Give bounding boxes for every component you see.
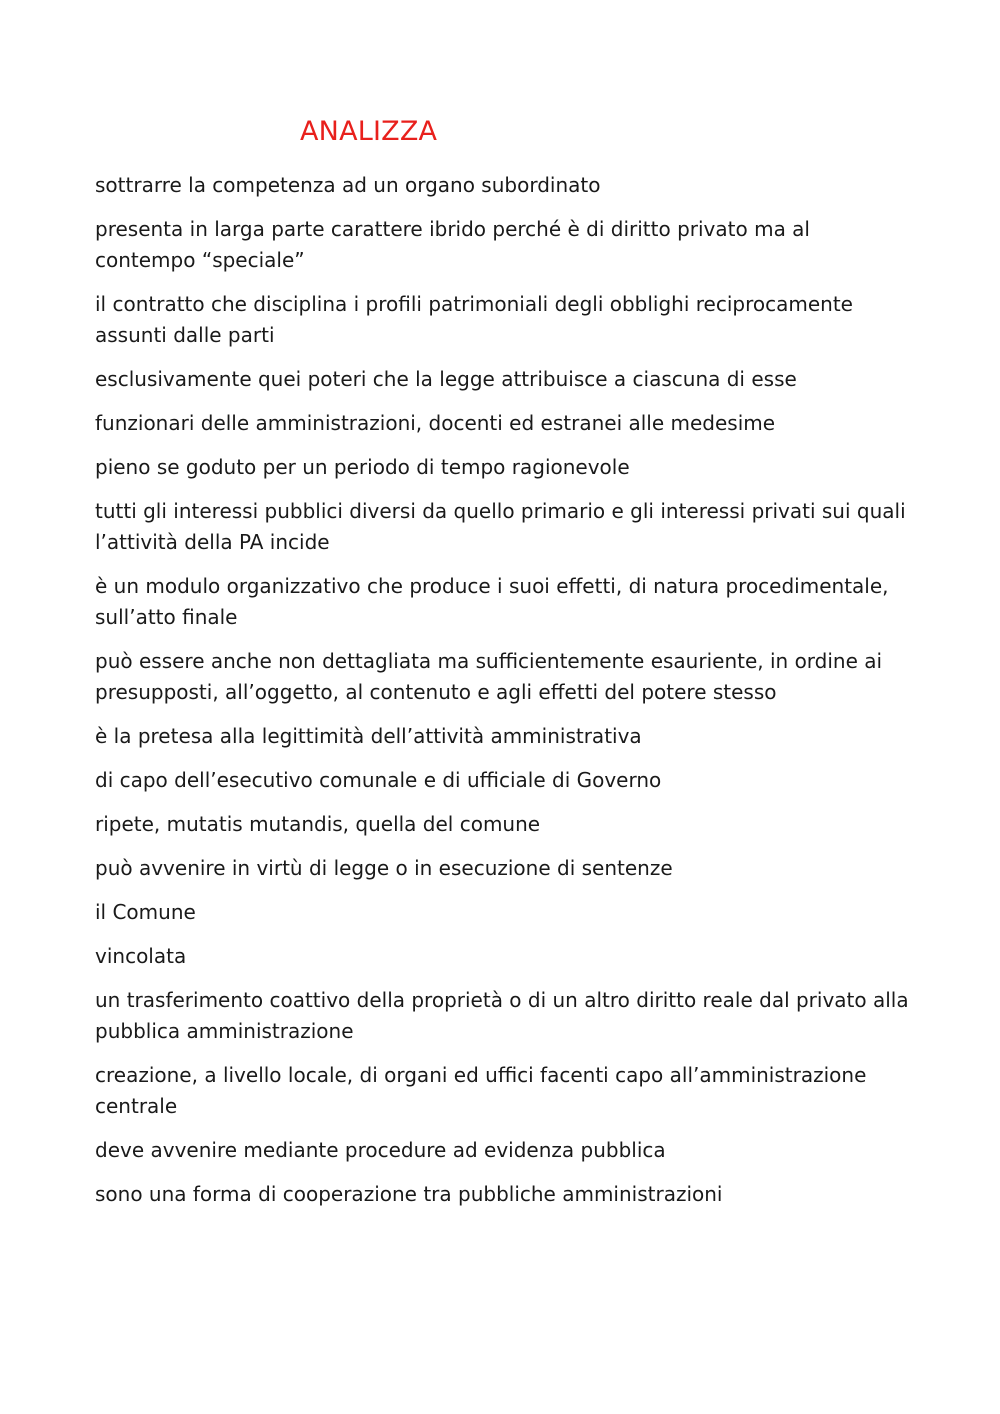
answer-line: presenta in larga parte carattere ibrido perché è di diritto privato ma al bbox=[95, 217, 810, 241]
answer-line: un trasferimento coattivo della proprietà o di un altro diritto reale dal privato alla bbox=[95, 988, 909, 1012]
answer-line-continued: centrale bbox=[95, 1094, 178, 1118]
answer-item bbox=[95, 364, 915, 395]
answer-item bbox=[95, 452, 915, 483]
answer-line: il contratto che disciplina i profili patrimoniali degli obblighi reciprocamente bbox=[95, 292, 853, 316]
answer-line: pieno se goduto per un periodo di tempo ragionevole bbox=[95, 455, 630, 479]
answer-line-continued: contempo “speciale” bbox=[95, 248, 305, 272]
answer-item bbox=[95, 214, 915, 276]
answer-line: esclusivamente quei poteri che la legge attribuisce a ciascuna di esse bbox=[95, 367, 797, 391]
answer-line: creazione, a livello locale, di organi ed uffici facenti capo all’amministrazione bbox=[95, 1063, 867, 1087]
answer-item bbox=[95, 941, 915, 972]
answer-line: sono una forma di cooperazione tra pubbliche amministrazioni bbox=[95, 1182, 723, 1206]
answer-item bbox=[95, 1060, 915, 1122]
answer-item bbox=[95, 408, 915, 439]
answer-line: è la pretesa alla legittimità dell’attività amministrativa bbox=[95, 724, 642, 748]
answer-item bbox=[95, 289, 915, 351]
answer-line-continued: pubblica amministrazione bbox=[95, 1019, 354, 1043]
answer-item bbox=[95, 897, 915, 928]
answer-line-continued: l’attività della PA incide bbox=[95, 530, 330, 554]
answer-line: è un modulo organizzativo che produce i suoi effetti, di natura procedimentale, bbox=[95, 574, 889, 598]
answer-item bbox=[95, 496, 915, 558]
answer-item bbox=[95, 809, 915, 840]
answer-item bbox=[95, 985, 915, 1047]
page-title: ANALIZZA bbox=[300, 116, 438, 147]
answer-line: sottrarre la competenza ad un organo subordinato bbox=[95, 173, 601, 197]
answer-line: ripete, mutatis mutandis, quella del comune bbox=[95, 812, 541, 836]
answer-line-continued: assunti dalle parti bbox=[95, 323, 275, 347]
answer-item bbox=[95, 170, 915, 201]
answer-line: tutti gli interessi pubblici diversi da quello primario e gli interessi privati sui quali bbox=[95, 499, 906, 523]
answer-item bbox=[95, 765, 915, 796]
answer-line: può essere anche non dettagliata ma sufficientemente esauriente, in ordine ai bbox=[95, 649, 883, 673]
answer-item bbox=[95, 571, 915, 633]
answer-list bbox=[95, 170, 915, 1223]
answer-line: di capo dell’esecutivo comunale e di ufficiale di Governo bbox=[95, 768, 662, 792]
answer-item bbox=[95, 646, 915, 708]
answer-line: il Comune bbox=[95, 900, 196, 924]
answer-line-continued: presupposti, all’oggetto, al contenuto e agli effetti del potere stesso bbox=[95, 680, 777, 704]
answer-line: funzionari delle amministrazioni, docenti ed estranei alle medesime bbox=[95, 411, 776, 435]
answer-item bbox=[95, 1179, 915, 1210]
answer-line: vincolata bbox=[95, 944, 187, 968]
answer-item bbox=[95, 721, 915, 752]
answer-line: deve avvenire mediante procedure ad evidenza pubblica bbox=[95, 1138, 666, 1162]
answer-line-continued: sull’atto finale bbox=[95, 605, 238, 629]
answer-item bbox=[95, 853, 915, 884]
answer-item bbox=[95, 1135, 915, 1166]
answer-line: può avvenire in virtù di legge o in esecuzione di sentenze bbox=[95, 856, 673, 880]
